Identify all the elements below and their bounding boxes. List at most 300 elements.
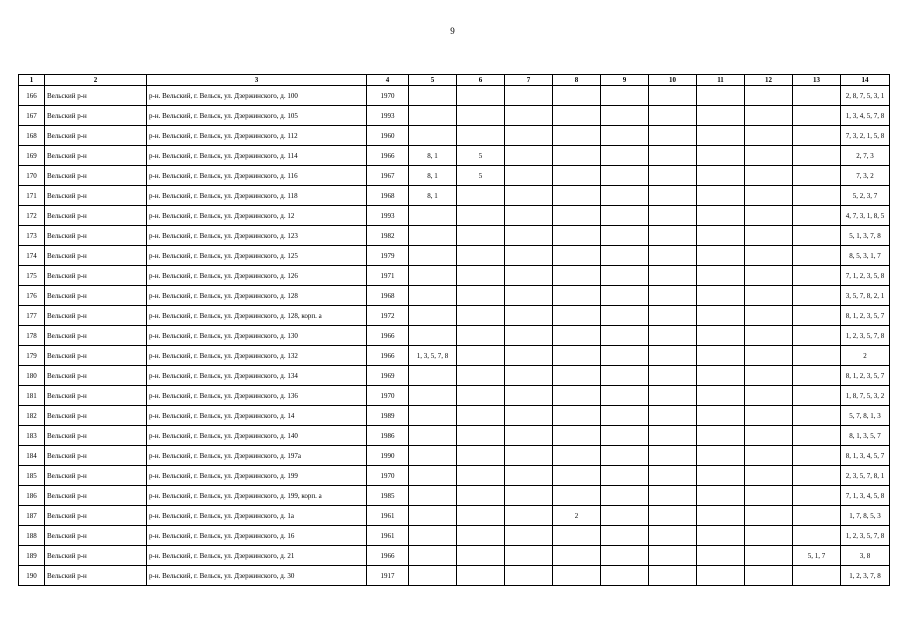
cell-col-4: 1986	[367, 426, 409, 446]
cell-col-3: р-н. Вельский, г. Вельск, ул. Дзержинского, д. 30	[147, 566, 367, 586]
cell-col-7	[505, 146, 553, 166]
cell-col-6	[457, 86, 505, 106]
cell-col-12	[745, 346, 793, 366]
table-row	[19, 406, 890, 426]
table-row	[19, 386, 890, 406]
cell-col-11	[697, 166, 745, 186]
cell-col-8	[553, 246, 601, 266]
column-header-1: 1	[19, 75, 45, 86]
cell-col-8	[553, 166, 601, 186]
cell-col-1: 185	[19, 466, 45, 486]
table-row	[19, 86, 890, 106]
table-row	[19, 246, 890, 266]
cell-col-8	[553, 326, 601, 346]
cell-col-8	[553, 186, 601, 206]
cell-col-14: 1, 8, 7, 5, 3, 2	[841, 386, 890, 406]
data-table	[18, 74, 890, 586]
cell-col-7	[505, 86, 553, 106]
cell-col-4: 1970	[367, 86, 409, 106]
table-row	[19, 446, 890, 466]
cell-col-8	[553, 366, 601, 386]
cell-col-7	[505, 426, 553, 446]
cell-col-14: 7, 1, 2, 3, 5, 8	[841, 266, 890, 286]
cell-col-14: 1, 3, 4, 5, 7, 8	[841, 106, 890, 126]
cell-col-1: 171	[19, 186, 45, 206]
cell-col-4: 1970	[367, 386, 409, 406]
cell-col-1: 183	[19, 426, 45, 446]
table-row	[19, 106, 890, 126]
cell-col-10	[649, 126, 697, 146]
cell-col-5: 8, 1	[409, 186, 457, 206]
cell-col-8	[553, 146, 601, 166]
cell-col-6	[457, 426, 505, 446]
cell-col-12	[745, 506, 793, 526]
cell-col-6	[457, 226, 505, 246]
cell-col-7	[505, 566, 553, 586]
cell-col-10	[649, 426, 697, 446]
cell-col-3: р-н. Вельский, г. Вельск, ул. Дзержинского, д. 134	[147, 366, 367, 386]
cell-col-14: 1, 2, 3, 5, 7, 8	[841, 526, 890, 546]
cell-col-10	[649, 446, 697, 466]
cell-col-4: 1989	[367, 406, 409, 426]
cell-col-7	[505, 226, 553, 246]
cell-col-10	[649, 206, 697, 226]
cell-col-8	[553, 86, 601, 106]
cell-col-3: р-н. Вельский, г. Вельск, ул. Дзержинского, д. 199, корп. а	[147, 486, 367, 506]
column-header-5: 5	[409, 75, 457, 86]
cell-col-12	[745, 166, 793, 186]
cell-col-12	[745, 266, 793, 286]
cell-col-4: 1969	[367, 366, 409, 386]
column-header-7: 7	[505, 75, 553, 86]
cell-col-10	[649, 226, 697, 246]
cell-col-9	[601, 206, 649, 226]
cell-col-14: 2, 7, 3	[841, 146, 890, 166]
cell-col-14: 2, 8, 7, 5, 3, 1	[841, 86, 890, 106]
column-header-8: 8	[553, 75, 601, 86]
cell-col-6: 5	[457, 146, 505, 166]
cell-col-11	[697, 426, 745, 446]
cell-col-3: р-н. Вельский, г. Вельск, ул. Дзержинского, д. 125	[147, 246, 367, 266]
cell-col-8	[553, 286, 601, 306]
cell-col-6	[457, 446, 505, 466]
cell-col-4: 1961	[367, 526, 409, 546]
cell-col-2: Вельский р-н	[45, 306, 147, 326]
cell-col-6	[457, 246, 505, 266]
cell-col-1: 184	[19, 446, 45, 466]
cell-col-10	[649, 306, 697, 326]
cell-col-9	[601, 366, 649, 386]
cell-col-2: Вельский р-н	[45, 226, 147, 246]
cell-col-2: Вельский р-н	[45, 166, 147, 186]
cell-col-4: 1982	[367, 226, 409, 246]
cell-col-14: 1, 2, 3, 5, 7, 8	[841, 326, 890, 346]
cell-col-14: 5, 2, 3, 7	[841, 186, 890, 206]
cell-col-3: р-н. Вельский, г. Вельск, ул. Дзержинского, д. 128	[147, 286, 367, 306]
cell-col-2: Вельский р-н	[45, 406, 147, 426]
cell-col-2: Вельский р-н	[45, 486, 147, 506]
cell-col-11	[697, 186, 745, 206]
table-row	[19, 306, 890, 326]
cell-col-12	[745, 486, 793, 506]
table-row	[19, 326, 890, 346]
cell-col-10	[649, 346, 697, 366]
cell-col-13	[793, 466, 841, 486]
cell-col-8	[553, 206, 601, 226]
cell-col-1: 182	[19, 406, 45, 426]
cell-col-4: 1966	[367, 346, 409, 366]
column-header-6: 6	[457, 75, 505, 86]
cell-col-9	[601, 406, 649, 426]
cell-col-11	[697, 326, 745, 346]
table-row	[19, 426, 890, 446]
cell-col-5	[409, 446, 457, 466]
cell-col-13	[793, 486, 841, 506]
header-row	[19, 75, 890, 86]
cell-col-9	[601, 246, 649, 266]
cell-col-13	[793, 386, 841, 406]
cell-col-3: р-н. Вельский, г. Вельск, ул. Дзержинского, д. 21	[147, 546, 367, 566]
cell-col-14: 3, 5, 7, 8, 2, 1	[841, 286, 890, 306]
table-row	[19, 286, 890, 306]
cell-col-8	[553, 266, 601, 286]
table-row	[19, 466, 890, 486]
cell-col-10	[649, 326, 697, 346]
cell-col-1: 167	[19, 106, 45, 126]
cell-col-7	[505, 546, 553, 566]
cell-col-6	[457, 106, 505, 126]
cell-col-1: 168	[19, 126, 45, 146]
cell-col-2: Вельский р-н	[45, 366, 147, 386]
cell-col-12	[745, 86, 793, 106]
cell-col-8	[553, 486, 601, 506]
cell-col-10	[649, 246, 697, 266]
cell-col-2: Вельский р-н	[45, 526, 147, 546]
cell-col-2: Вельский р-н	[45, 186, 147, 206]
cell-col-1: 172	[19, 206, 45, 226]
cell-col-4: 1967	[367, 166, 409, 186]
cell-col-14: 4, 7, 3, 1, 8, 5	[841, 206, 890, 226]
cell-col-12	[745, 206, 793, 226]
cell-col-4: 1968	[367, 186, 409, 206]
cell-col-5	[409, 86, 457, 106]
cell-col-13: 5, 1, 7	[793, 546, 841, 566]
cell-col-5	[409, 206, 457, 226]
cell-col-2: Вельский р-н	[45, 326, 147, 346]
cell-col-13	[793, 146, 841, 166]
cell-col-3: р-н. Вельский, г. Вельск, ул. Дзержинского, д. 128, корп. а	[147, 306, 367, 326]
cell-col-12	[745, 146, 793, 166]
cell-col-2: Вельский р-н	[45, 426, 147, 446]
cell-col-1: 187	[19, 506, 45, 526]
cell-col-7	[505, 386, 553, 406]
cell-col-2: Вельский р-н	[45, 146, 147, 166]
cell-col-3: р-н. Вельский, г. Вельск, ул. Дзержинского, д. 114	[147, 146, 367, 166]
cell-col-5	[409, 306, 457, 326]
table-body	[19, 86, 890, 586]
cell-col-8	[553, 466, 601, 486]
cell-col-12	[745, 126, 793, 146]
cell-col-3: р-н. Вельский, г. Вельск, ул. Дзержинского, д. 136	[147, 386, 367, 406]
table-row	[19, 546, 890, 566]
cell-col-11	[697, 346, 745, 366]
cell-col-14: 8, 1, 3, 4, 5, 7	[841, 446, 890, 466]
cell-col-2: Вельский р-н	[45, 546, 147, 566]
cell-col-2: Вельский р-н	[45, 386, 147, 406]
cell-col-14: 8, 1, 3, 5, 7	[841, 426, 890, 446]
cell-col-2: Вельский р-н	[45, 566, 147, 586]
cell-col-7	[505, 186, 553, 206]
cell-col-6	[457, 286, 505, 306]
cell-col-11	[697, 106, 745, 126]
cell-col-7	[505, 266, 553, 286]
cell-col-10	[649, 406, 697, 426]
cell-col-10	[649, 106, 697, 126]
cell-col-1: 180	[19, 366, 45, 386]
cell-col-2: Вельский р-н	[45, 286, 147, 306]
cell-col-4: 1968	[367, 286, 409, 306]
cell-col-5	[409, 366, 457, 386]
cell-col-12	[745, 426, 793, 446]
cell-col-6	[457, 126, 505, 146]
cell-col-10	[649, 486, 697, 506]
cell-col-11	[697, 546, 745, 566]
cell-col-6	[457, 306, 505, 326]
cell-col-14: 3, 8	[841, 546, 890, 566]
cell-col-12	[745, 186, 793, 206]
cell-col-14: 1, 7, 8, 5, 3	[841, 506, 890, 526]
cell-col-12	[745, 246, 793, 266]
cell-col-1: 170	[19, 166, 45, 186]
cell-col-8	[553, 346, 601, 366]
cell-col-4: 1990	[367, 446, 409, 466]
cell-col-8	[553, 406, 601, 426]
cell-col-1: 186	[19, 486, 45, 506]
cell-col-9	[601, 86, 649, 106]
cell-col-7	[505, 406, 553, 426]
cell-col-10	[649, 566, 697, 586]
cell-col-12	[745, 526, 793, 546]
cell-col-11	[697, 466, 745, 486]
cell-col-9	[601, 226, 649, 246]
column-header-12: 12	[745, 75, 793, 86]
cell-col-7	[505, 206, 553, 226]
cell-col-3: р-н. Вельский, г. Вельск, ул. Дзержинского, д. 199	[147, 466, 367, 486]
cell-col-3: р-н. Вельский, г. Вельск, ул. Дзержинского, д. 12	[147, 206, 367, 226]
cell-col-11	[697, 226, 745, 246]
cell-col-3: р-н. Вельский, г. Вельск, ул. Дзержинского, д. 100	[147, 86, 367, 106]
table-row	[19, 526, 890, 546]
cell-col-6	[457, 326, 505, 346]
cell-col-5	[409, 426, 457, 446]
cell-col-12	[745, 566, 793, 586]
cell-col-10	[649, 266, 697, 286]
cell-col-11	[697, 286, 745, 306]
cell-col-7	[505, 126, 553, 146]
cell-col-2: Вельский р-н	[45, 246, 147, 266]
cell-col-7	[505, 246, 553, 266]
cell-col-2: Вельский р-н	[45, 266, 147, 286]
cell-col-1: 181	[19, 386, 45, 406]
cell-col-8	[553, 446, 601, 466]
cell-col-9	[601, 446, 649, 466]
cell-col-9	[601, 186, 649, 206]
cell-col-7	[505, 466, 553, 486]
cell-col-4: 1985	[367, 486, 409, 506]
cell-col-5	[409, 546, 457, 566]
cell-col-3: р-н. Вельский, г. Вельск, ул. Дзержинского, д. 105	[147, 106, 367, 126]
cell-col-4: 1970	[367, 466, 409, 486]
cell-col-10	[649, 386, 697, 406]
cell-col-9	[601, 506, 649, 526]
cell-col-5	[409, 566, 457, 586]
cell-col-13	[793, 406, 841, 426]
cell-col-13	[793, 86, 841, 106]
cell-col-9	[601, 486, 649, 506]
cell-col-5	[409, 386, 457, 406]
cell-col-12	[745, 286, 793, 306]
table-row	[19, 126, 890, 146]
cell-col-9	[601, 146, 649, 166]
column-header-3: 3	[147, 75, 367, 86]
cell-col-5	[409, 466, 457, 486]
cell-col-2: Вельский р-н	[45, 506, 147, 526]
cell-col-4: 1966	[367, 326, 409, 346]
cell-col-9	[601, 266, 649, 286]
cell-col-6	[457, 346, 505, 366]
cell-col-1: 190	[19, 566, 45, 586]
cell-col-10	[649, 166, 697, 186]
cell-col-14: 8, 1, 2, 3, 5, 7	[841, 306, 890, 326]
cell-col-13	[793, 166, 841, 186]
cell-col-7	[505, 346, 553, 366]
cell-col-5	[409, 406, 457, 426]
cell-col-8	[553, 526, 601, 546]
cell-col-11	[697, 526, 745, 546]
cell-col-12	[745, 546, 793, 566]
table-header	[19, 75, 890, 86]
cell-col-5	[409, 486, 457, 506]
column-header-9: 9	[601, 75, 649, 86]
cell-col-7	[505, 446, 553, 466]
table-row	[19, 486, 890, 506]
cell-col-6	[457, 186, 505, 206]
cell-col-3: р-н. Вельский, г. Вельск, ул. Дзержинского, д. 123	[147, 226, 367, 246]
cell-col-1: 188	[19, 526, 45, 546]
cell-col-2: Вельский р-н	[45, 86, 147, 106]
cell-col-13	[793, 506, 841, 526]
cell-col-7	[505, 106, 553, 126]
cell-col-3: р-н. Вельский, г. Вельск, ул. Дзержинского, д. 1а	[147, 506, 367, 526]
cell-col-10	[649, 366, 697, 386]
cell-col-11	[697, 486, 745, 506]
cell-col-3: р-н. Вельский, г. Вельск, ул. Дзержинского, д. 197а	[147, 446, 367, 466]
cell-col-3: р-н. Вельский, г. Вельск, ул. Дзержинского, д. 14	[147, 406, 367, 426]
cell-col-1: 173	[19, 226, 45, 246]
cell-col-9	[601, 546, 649, 566]
cell-col-5	[409, 506, 457, 526]
cell-col-5	[409, 106, 457, 126]
cell-col-12	[745, 406, 793, 426]
column-header-11: 11	[697, 75, 745, 86]
cell-col-7	[505, 306, 553, 326]
cell-col-13	[793, 446, 841, 466]
cell-col-14: 8, 5, 3, 1, 7	[841, 246, 890, 266]
cell-col-6	[457, 406, 505, 426]
cell-col-6	[457, 366, 505, 386]
table-row	[19, 226, 890, 246]
cell-col-4: 1960	[367, 126, 409, 146]
cell-col-6	[457, 386, 505, 406]
cell-col-2: Вельский р-н	[45, 466, 147, 486]
cell-col-3: р-н. Вельский, г. Вельск, ул. Дзержинского, д. 16	[147, 526, 367, 546]
cell-col-12	[745, 226, 793, 246]
cell-col-8	[553, 226, 601, 246]
cell-col-2: Вельский р-н	[45, 106, 147, 126]
cell-col-6	[457, 266, 505, 286]
cell-col-12	[745, 306, 793, 326]
cell-col-10	[649, 286, 697, 306]
cell-col-12	[745, 366, 793, 386]
table-row	[19, 166, 890, 186]
cell-col-7	[505, 326, 553, 346]
cell-col-7	[505, 166, 553, 186]
cell-col-5	[409, 526, 457, 546]
cell-col-8	[553, 546, 601, 566]
cell-col-6	[457, 486, 505, 506]
cell-col-1: 178	[19, 326, 45, 346]
cell-col-8	[553, 386, 601, 406]
cell-col-14: 7, 3, 2	[841, 166, 890, 186]
cell-col-2: Вельский р-н	[45, 446, 147, 466]
cell-col-13	[793, 326, 841, 346]
cell-col-11	[697, 306, 745, 326]
cell-col-5: 1, 3, 5, 7, 8	[409, 346, 457, 366]
cell-col-7	[505, 366, 553, 386]
cell-col-13	[793, 266, 841, 286]
cell-col-5	[409, 226, 457, 246]
cell-col-2: Вельский р-н	[45, 206, 147, 226]
cell-col-5	[409, 126, 457, 146]
cell-col-14: 2, 3, 5, 7, 8, 1	[841, 466, 890, 486]
cell-col-12	[745, 446, 793, 466]
cell-col-8	[553, 126, 601, 146]
cell-col-7	[505, 286, 553, 306]
column-header-14: 14	[841, 75, 890, 86]
cell-col-2: Вельский р-н	[45, 346, 147, 366]
table-row	[19, 206, 890, 226]
table-row	[19, 346, 890, 366]
table-row	[19, 566, 890, 586]
cell-col-5	[409, 286, 457, 306]
cell-col-6	[457, 546, 505, 566]
cell-col-9	[601, 566, 649, 586]
cell-col-4: 1971	[367, 266, 409, 286]
cell-col-9	[601, 166, 649, 186]
cell-col-13	[793, 306, 841, 326]
cell-col-14: 5, 7, 8, 1, 3	[841, 406, 890, 426]
cell-col-12	[745, 326, 793, 346]
cell-col-4: 1972	[367, 306, 409, 326]
cell-col-9	[601, 346, 649, 366]
cell-col-14: 2	[841, 346, 890, 366]
column-header-4: 4	[367, 75, 409, 86]
cell-col-1: 176	[19, 286, 45, 306]
cell-col-5: 8, 1	[409, 146, 457, 166]
cell-col-12	[745, 106, 793, 126]
cell-col-6	[457, 526, 505, 546]
cell-col-4: 1979	[367, 246, 409, 266]
